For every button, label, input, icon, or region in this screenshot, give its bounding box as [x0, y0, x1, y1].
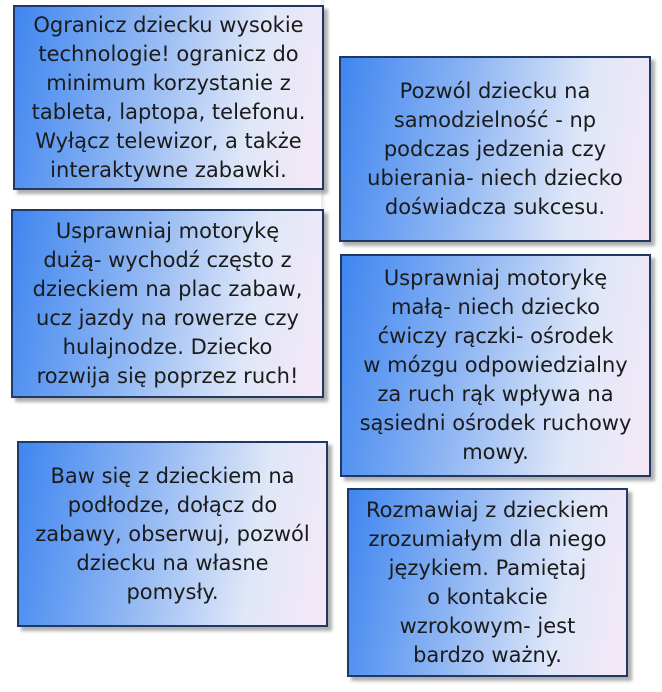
tip-card-text: Ogranicz dziecku wysokie technologie! ogranicz do minimum korzystanie z tableta, laptopa, telefonu. Wyłącz telewizor, a także interaktywne zabawki.	[31, 12, 306, 182]
tip-card-floor-play	[17, 441, 328, 627]
tip-card-talk	[347, 488, 628, 677]
tip-card-text: Usprawniaj motorykę dużą- wychodź często z dzieckiem na plac zabaw, ucz jazdy na rowerze czy hulajnodze. Dziecko rozwija się poprzez ruch!	[32, 218, 303, 388]
tip-card-limit-technology	[13, 5, 324, 190]
tip-card-fine-motor	[340, 254, 651, 477]
tip-card-independence	[339, 56, 651, 242]
tip-card-text: Baw się z dzieckiem na podłodze, dołącz do zabawy, obserwuj, pozwól dziecku na własne pomysły.	[35, 463, 310, 604]
tip-card-gross-motor	[11, 209, 324, 398]
tip-card-text: Pozwól dziecku na samodzielność - np podczas jedzenia czy ubierania- niech dziecko doświadcza sukcesu.	[367, 78, 623, 219]
tip-card-text: Rozmawiaj z dzieckiem zrozumiałym dla niego językiem. Pamiętaj o kontakcie wzrokowym- jest bardzo ważny.	[366, 497, 609, 667]
tip-card-text: Usprawniaj motorykę małą- niech dziecko ćwiczy rączki- ośrodek w mózgu odpowiedzialny za ruch rąk wpływa na sąsiedni ośrodek ruchowy mowy.	[359, 266, 632, 464]
